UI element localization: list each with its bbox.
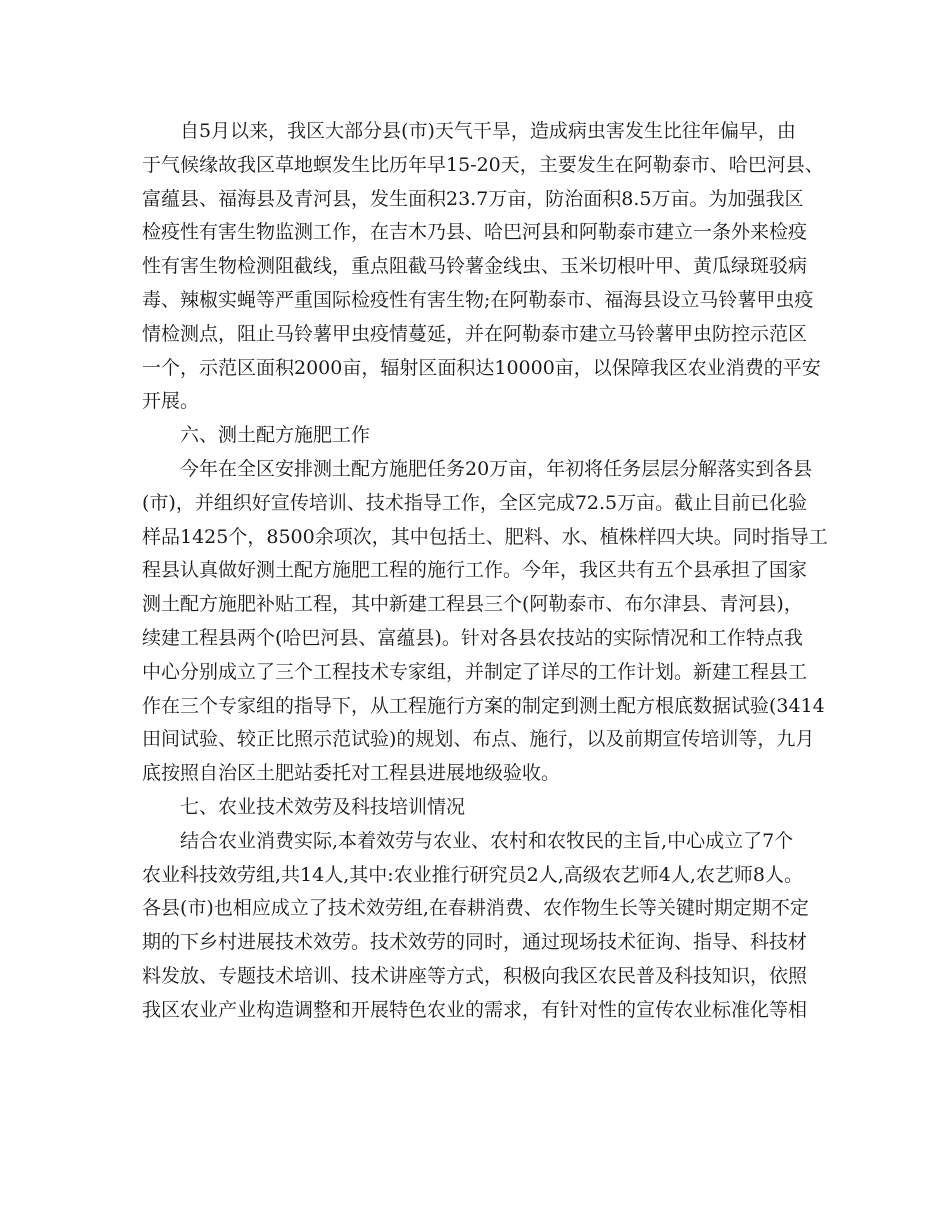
text-line: 自5月以来，我区大部分县(市)天气干旱，造成病虫害发生比往年偏早，由 [180, 120, 796, 142]
text-line: 情检测点，阻止马铃薯甲虫疫情蔓延，并在阿勒泰市建立马铃薯甲虫防控示范区 [142, 322, 808, 345]
document-body [142, 115, 828, 1028]
text-line: 各县(市)也相应成立了技术效劳组,在春耕消费、农作物生长等关键时期定期不定 [142, 897, 809, 920]
text-line: 期的下乡村进展技术效劳。技术效劳的同时，通过现场技术征询、指导、科技材 [142, 931, 808, 954]
text-line: 于气候缘故我区草地螟发生比历年早15-20天，主要发生在阿勒泰市、哈巴河县、 [142, 153, 824, 176]
text-line: 样品1425个，8500余项次，其中包括土、肥料、水、植株样四大块。同时指导工 [142, 525, 828, 548]
text-line: 底按照自治区土肥站委托对工程县进展地级验收。 [142, 762, 561, 785]
text-line: 测土配方施肥补贴工程，其中新建工程县三个(阿勒泰市、布尔津县、青河县)， [142, 593, 803, 616]
text-line: 农业科技效劳组,共14人,其中:农业推行研究员2人,高级农艺师4人,农艺师8人。 [142, 863, 804, 886]
text-line: 料发放、专题技术培训、技术讲座等方式，积极向我区农民普及科技知识，依照 [142, 964, 808, 987]
text-line: 结合农业消费实际,本着效劳与农业、农村和农牧民的主旨,中心成立了7个 [180, 829, 794, 852]
text-line: 富蕴县、福海县及青河县，发生面积23.7万亩，防治面积8.5万亩。为加强我区 [142, 187, 804, 210]
text-line: 续建工程县两个(哈巴河县、富蕴县)。针对各县农技站的实际情况和工作特点我 [142, 626, 803, 649]
text-line: 开展。 [142, 390, 200, 413]
text-line: (市)，并组织好宣传培训、技术指导工作，全区完成72.5万亩。截止目前已化验 [142, 491, 808, 514]
text-line: 一个，示范区面积2000亩，辐射区面积达10000亩，以保障我区农业消费的平安 [142, 356, 821, 379]
text-line: 性有害生物检测阻截线，重点阻截马铃薯金线虫、玉米切根叶甲、黄瓜绿斑驳病 [142, 255, 808, 278]
text-line: 检疫性有害生物监测工作，在吉木乃县、哈巴河县和阿勒泰市建立一条外来检疫 [142, 221, 808, 244]
text-line: 作在三个专家组的指导下，从工程施行方案的制定到测土配方根底数据试验(3414 [142, 694, 825, 717]
text-line: 七、农业技术效劳及科技培训情况 [180, 795, 466, 818]
text-line: 中心分别成立了三个工程技术专家组，并制定了详尽的工作计划。新建工程县工 [142, 660, 808, 683]
text-line: 程县认真做好测土配方施肥工程的施行工作。今年，我区共有五个县承担了国家 [142, 559, 808, 582]
text-line: 毒、辣椒实蝇等严重国际检疫性有害生物;在阿勒泰市、福海县设立马铃薯甲虫疫 [142, 288, 814, 311]
text-line: 我区农业产业构造调整和开展特色农业的需求，有针对性的宣传农业标准化等相 [142, 998, 808, 1021]
text-line: 田间试验、较正比照示范试验)的规划、布点、施行，以及前期宣传培训等，九月 [142, 728, 815, 751]
text-line: 六、测土配方施肥工作 [180, 424, 371, 447]
text-line: 今年在全区安排测土配方施肥任务20万亩，年初将任务层层分解落实到各县 [180, 457, 813, 480]
